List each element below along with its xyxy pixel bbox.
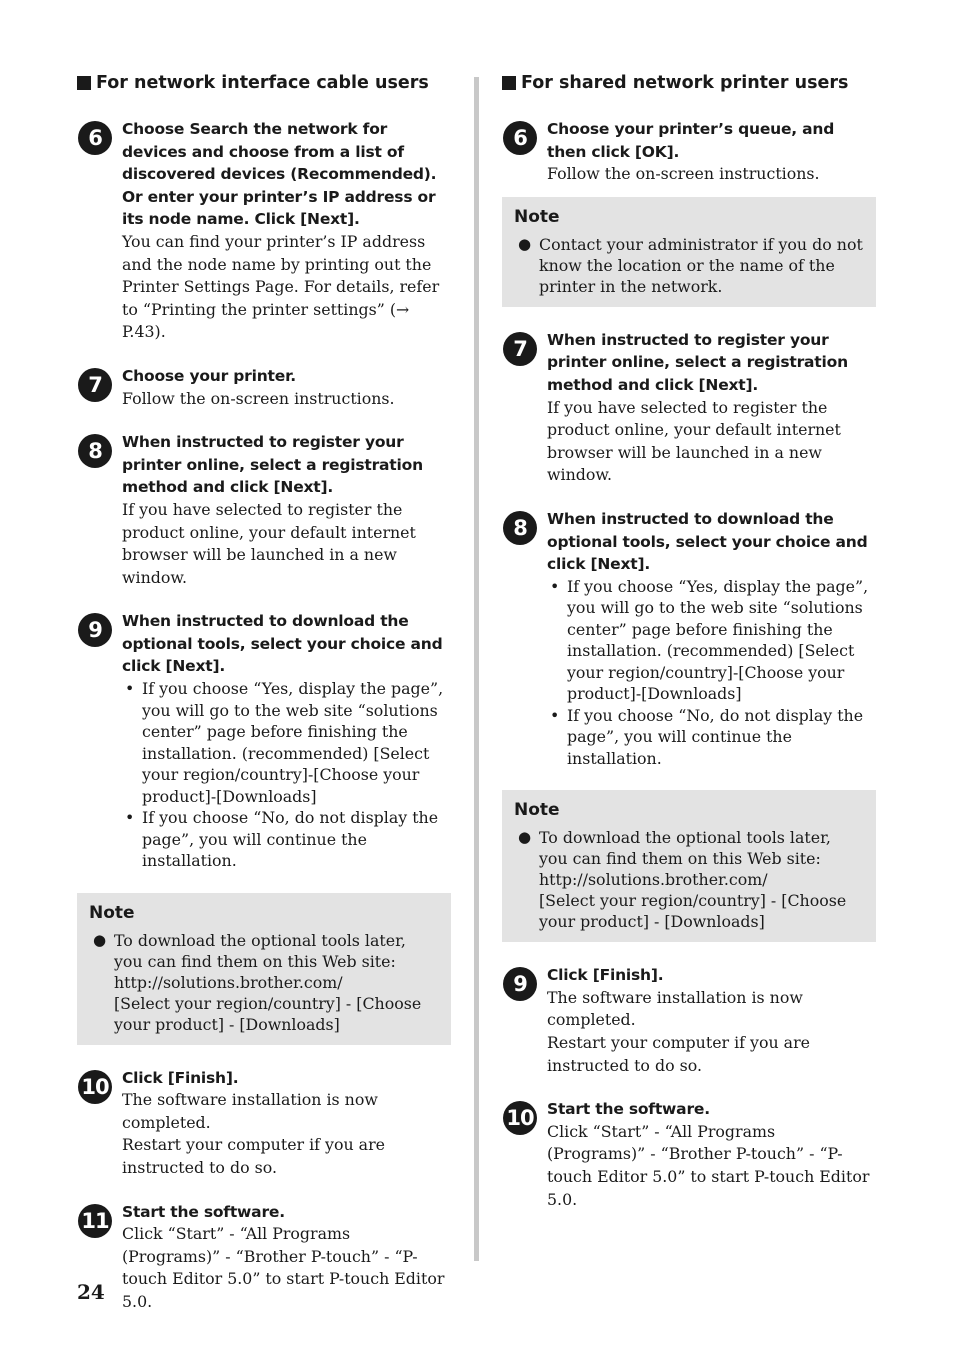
step-number-badge: 8 bbox=[503, 511, 537, 545]
list-item: • If you choose “Yes, display the page”, you will go to the web site “solutions center” page before finishing the installation. (recommended) [Select your region/country]-[Choose your product]-[Downloads] bbox=[125, 679, 444, 806]
step-number-badge: 7 bbox=[78, 368, 112, 402]
step-number-badge: 6 bbox=[78, 121, 112, 155]
step-body: Restart your computer if you are instructed to do so. bbox=[122, 1135, 385, 1177]
step-title: Choose your printer’s queue, and then click [OK]. bbox=[547, 120, 835, 161]
step-title: When instructed to download the optional tools, select your choice and click [Next]. bbox=[122, 612, 443, 676]
note-title: Note bbox=[89, 902, 135, 923]
step-body: You can find your printer’s IP address and the node name by printing out the Printer Settings Page. For details, refer to “Printing the printer settings” (→ P.43). bbox=[122, 231, 440, 342]
black-square-icon bbox=[77, 76, 91, 90]
left-column bbox=[77, 72, 451, 1335]
step-title: Start the software. bbox=[122, 1202, 285, 1221]
note-item bbox=[89, 930, 439, 1035]
step-title: When instructed to download the optional tools, select your choice and click [Next]. bbox=[547, 509, 868, 574]
step-title: Choose Search the network for devices and choose from a list of discovered devices (Recommended). Or enter your printer’s IP address or its node name. Click [Next]. bbox=[122, 120, 437, 229]
note-item bbox=[514, 827, 864, 932]
note-text: To download the optional tools later, you can find them on this Web site: bbox=[539, 828, 831, 869]
black-circle-bullet-icon: ● bbox=[93, 930, 107, 949]
note-path: [Select your region/country] - [Choose your product] - [Downloads] bbox=[114, 993, 422, 1034]
step-body: Follow the on-screen instructions. bbox=[547, 164, 820, 184]
step-body: Follow the on-screen instructions. bbox=[122, 388, 395, 408]
bullet-dot-icon: • bbox=[550, 576, 560, 596]
step-title: When instructed to register your printer online, select a registration method and click [Next]. bbox=[547, 330, 848, 394]
option-list bbox=[122, 678, 451, 872]
note-path: [Select your region/country] - [Choose your product] - [Downloads] bbox=[539, 891, 847, 932]
note-text: To download the optional tools later, you can find them on this Web site: bbox=[114, 930, 406, 971]
step-number-badge: 10 bbox=[78, 1070, 112, 1104]
right-column bbox=[502, 72, 876, 1232]
step-title: Start the software. bbox=[547, 1100, 710, 1119]
note-box bbox=[502, 790, 876, 942]
step-body: Click “Start” - “All Programs (Programs)” - “Brother P-touch” - “P-touch Editor 5.0” to start P-touch Editor 5.0. bbox=[122, 1224, 445, 1311]
section-heading-network-cable bbox=[77, 72, 451, 94]
note-text: Contact your administrator if you do not know the location or the name of the printer in the network. bbox=[539, 234, 863, 296]
option-list bbox=[547, 576, 876, 770]
step-title: Choose your printer. bbox=[122, 366, 297, 385]
black-square-icon bbox=[502, 76, 516, 90]
section-heading-text: For shared network printer users bbox=[521, 73, 849, 93]
step-10 bbox=[502, 1098, 876, 1211]
note-title: Note bbox=[514, 800, 560, 821]
step-7 bbox=[77, 365, 451, 410]
step-number-badge: 11 bbox=[78, 1204, 112, 1238]
step-9 bbox=[502, 964, 876, 1077]
section-heading-text: For network interface cable users bbox=[96, 73, 429, 93]
black-circle-bullet-icon: ● bbox=[518, 234, 532, 253]
bullet-dot-icon: • bbox=[550, 705, 560, 725]
step-body: The software installation is now completed. bbox=[547, 987, 803, 1030]
note-url: http://solutions.brother.com/ bbox=[114, 972, 343, 992]
step-body: The software installation is now completed. bbox=[122, 1090, 378, 1132]
step-body: If you have selected to register the product online, your default internet browser will be launched in a new window. bbox=[122, 499, 416, 587]
list-item: • If you choose “No, do not display the page”, you will continue the installation. bbox=[125, 808, 439, 871]
note-box bbox=[77, 893, 451, 1045]
step-body: If you have selected to register the product online, your default internet browser will be launched in a new window. bbox=[547, 397, 841, 485]
step-body: Click “Start” - “All Programs (Programs)” - “Brother P-touch” - “P-touch Editor 5.0” to start P-touch Editor 5.0. bbox=[547, 1121, 870, 1209]
step-6 bbox=[502, 118, 876, 186]
step-6 bbox=[77, 118, 451, 344]
bullet-dot-icon: • bbox=[125, 679, 135, 699]
step-10 bbox=[77, 1067, 451, 1180]
step-title: Click [Finish]. bbox=[122, 1068, 239, 1087]
step-11 bbox=[77, 1201, 451, 1314]
step-number-badge: 8 bbox=[78, 434, 112, 468]
step-8 bbox=[502, 508, 876, 769]
column-divider bbox=[474, 77, 479, 1261]
step-title: When instructed to register your printer online, select a registration method and click [Next]. bbox=[122, 433, 423, 497]
step-7 bbox=[502, 329, 876, 487]
step-8 bbox=[77, 431, 451, 589]
step-number-badge: 9 bbox=[78, 613, 112, 647]
step-number-badge: 6 bbox=[503, 121, 537, 155]
list-item: • If you choose “No, do not display the page”, you will continue the installation. bbox=[550, 705, 864, 768]
step-title: Click [Finish]. bbox=[547, 966, 664, 985]
step-number-badge: 10 bbox=[503, 1101, 537, 1135]
note-item bbox=[514, 234, 864, 297]
step-9 bbox=[77, 610, 451, 871]
step-number-badge: 7 bbox=[503, 332, 537, 366]
list-item: • If you choose “Yes, display the page”, you will go to the web site “solutions center” page before finishing the installation. (recommended) [Select your region/country]-[Choose your product]-[Downloads] bbox=[550, 576, 869, 704]
note-title: Note bbox=[514, 206, 560, 227]
page-number: 24 bbox=[77, 1280, 105, 1304]
step-number-badge: 9 bbox=[503, 967, 537, 1001]
note-url: http://solutions.brother.com/ bbox=[539, 870, 768, 890]
bullet-dot-icon: • bbox=[125, 808, 135, 828]
black-circle-bullet-icon: ● bbox=[518, 828, 532, 847]
step-body: Restart your computer if you are instructed to do so. bbox=[547, 1033, 810, 1075]
section-heading-shared-printer bbox=[502, 72, 876, 94]
note-box bbox=[502, 197, 876, 307]
